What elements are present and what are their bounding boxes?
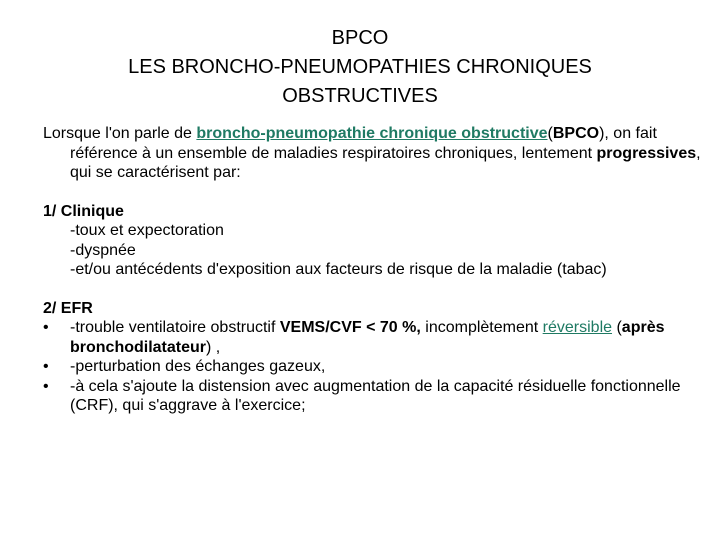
clinique-item: -toux et expectoration bbox=[70, 222, 224, 239]
title-line-2: LES BRONCHO-PNEUMOPATHIES CHRONIQUES bbox=[128, 56, 592, 78]
intro-text-2: ( bbox=[547, 125, 553, 142]
efr-heading: 2/ EFR bbox=[43, 299, 93, 317]
intro-text-3: ), on fait référence à un ensemble de maladies respiratoires chroniques, lentement bbox=[70, 125, 657, 162]
efr-bullet-item bbox=[43, 377, 703, 416]
title-line-3: OBSTRUCTIVES bbox=[282, 85, 438, 107]
section-efr bbox=[43, 299, 703, 416]
bullet-icon: • bbox=[43, 358, 49, 375]
efr-bullet-item bbox=[43, 318, 703, 357]
efr-item-3: -à cela s'ajoute la distension avec augmentation de la capacité résiduelle fonctionnelle (CRF), qui s'aggrave à l'exercice; bbox=[70, 377, 681, 414]
bpco-definition-link[interactable]: broncho-pneumopathie chronique obstructive bbox=[196, 125, 548, 142]
bullet-icon: • bbox=[43, 377, 49, 395]
efr-item-1-text: -trouble ventilatoire obstructif bbox=[70, 319, 280, 336]
section-clinique bbox=[43, 202, 703, 280]
efr-item-1-text: incomplètement bbox=[420, 319, 543, 336]
title-line-1: BPCO bbox=[331, 27, 389, 49]
intro-text-1: Lorsque l'on parle de bbox=[43, 125, 197, 142]
reversible-link[interactable]: réversible bbox=[542, 319, 613, 336]
efr-item-1-bold: après bronchodilatateur bbox=[70, 319, 665, 356]
intro-abbr: BPCO bbox=[552, 125, 600, 142]
efr-item-1-ratio: VEMS/CVF < 70 %, bbox=[279, 319, 421, 336]
efr-item-1-text: ( bbox=[612, 319, 622, 336]
slide-body bbox=[43, 124, 703, 416]
efr-bullet-item bbox=[43, 357, 703, 377]
intro-text-4: , qui se caractérisent par: bbox=[70, 144, 701, 181]
clinique-item: -et/ou antécédents d'exposition aux facteurs de risque de la maladie (tabac) bbox=[70, 261, 607, 278]
slide-title bbox=[20, 24, 700, 111]
intro-bold: progressives bbox=[596, 144, 697, 162]
efr-item-2: -perturbation des échanges gazeux, bbox=[70, 358, 326, 375]
clinique-heading: 1/ Clinique bbox=[43, 202, 124, 220]
intro-paragraph bbox=[43, 124, 703, 183]
clinique-item: -dyspnée bbox=[70, 241, 136, 259]
bullet-icon: • bbox=[43, 319, 49, 336]
efr-item-1 bbox=[70, 318, 703, 357]
efr-item-1-text: ) , bbox=[206, 338, 221, 356]
